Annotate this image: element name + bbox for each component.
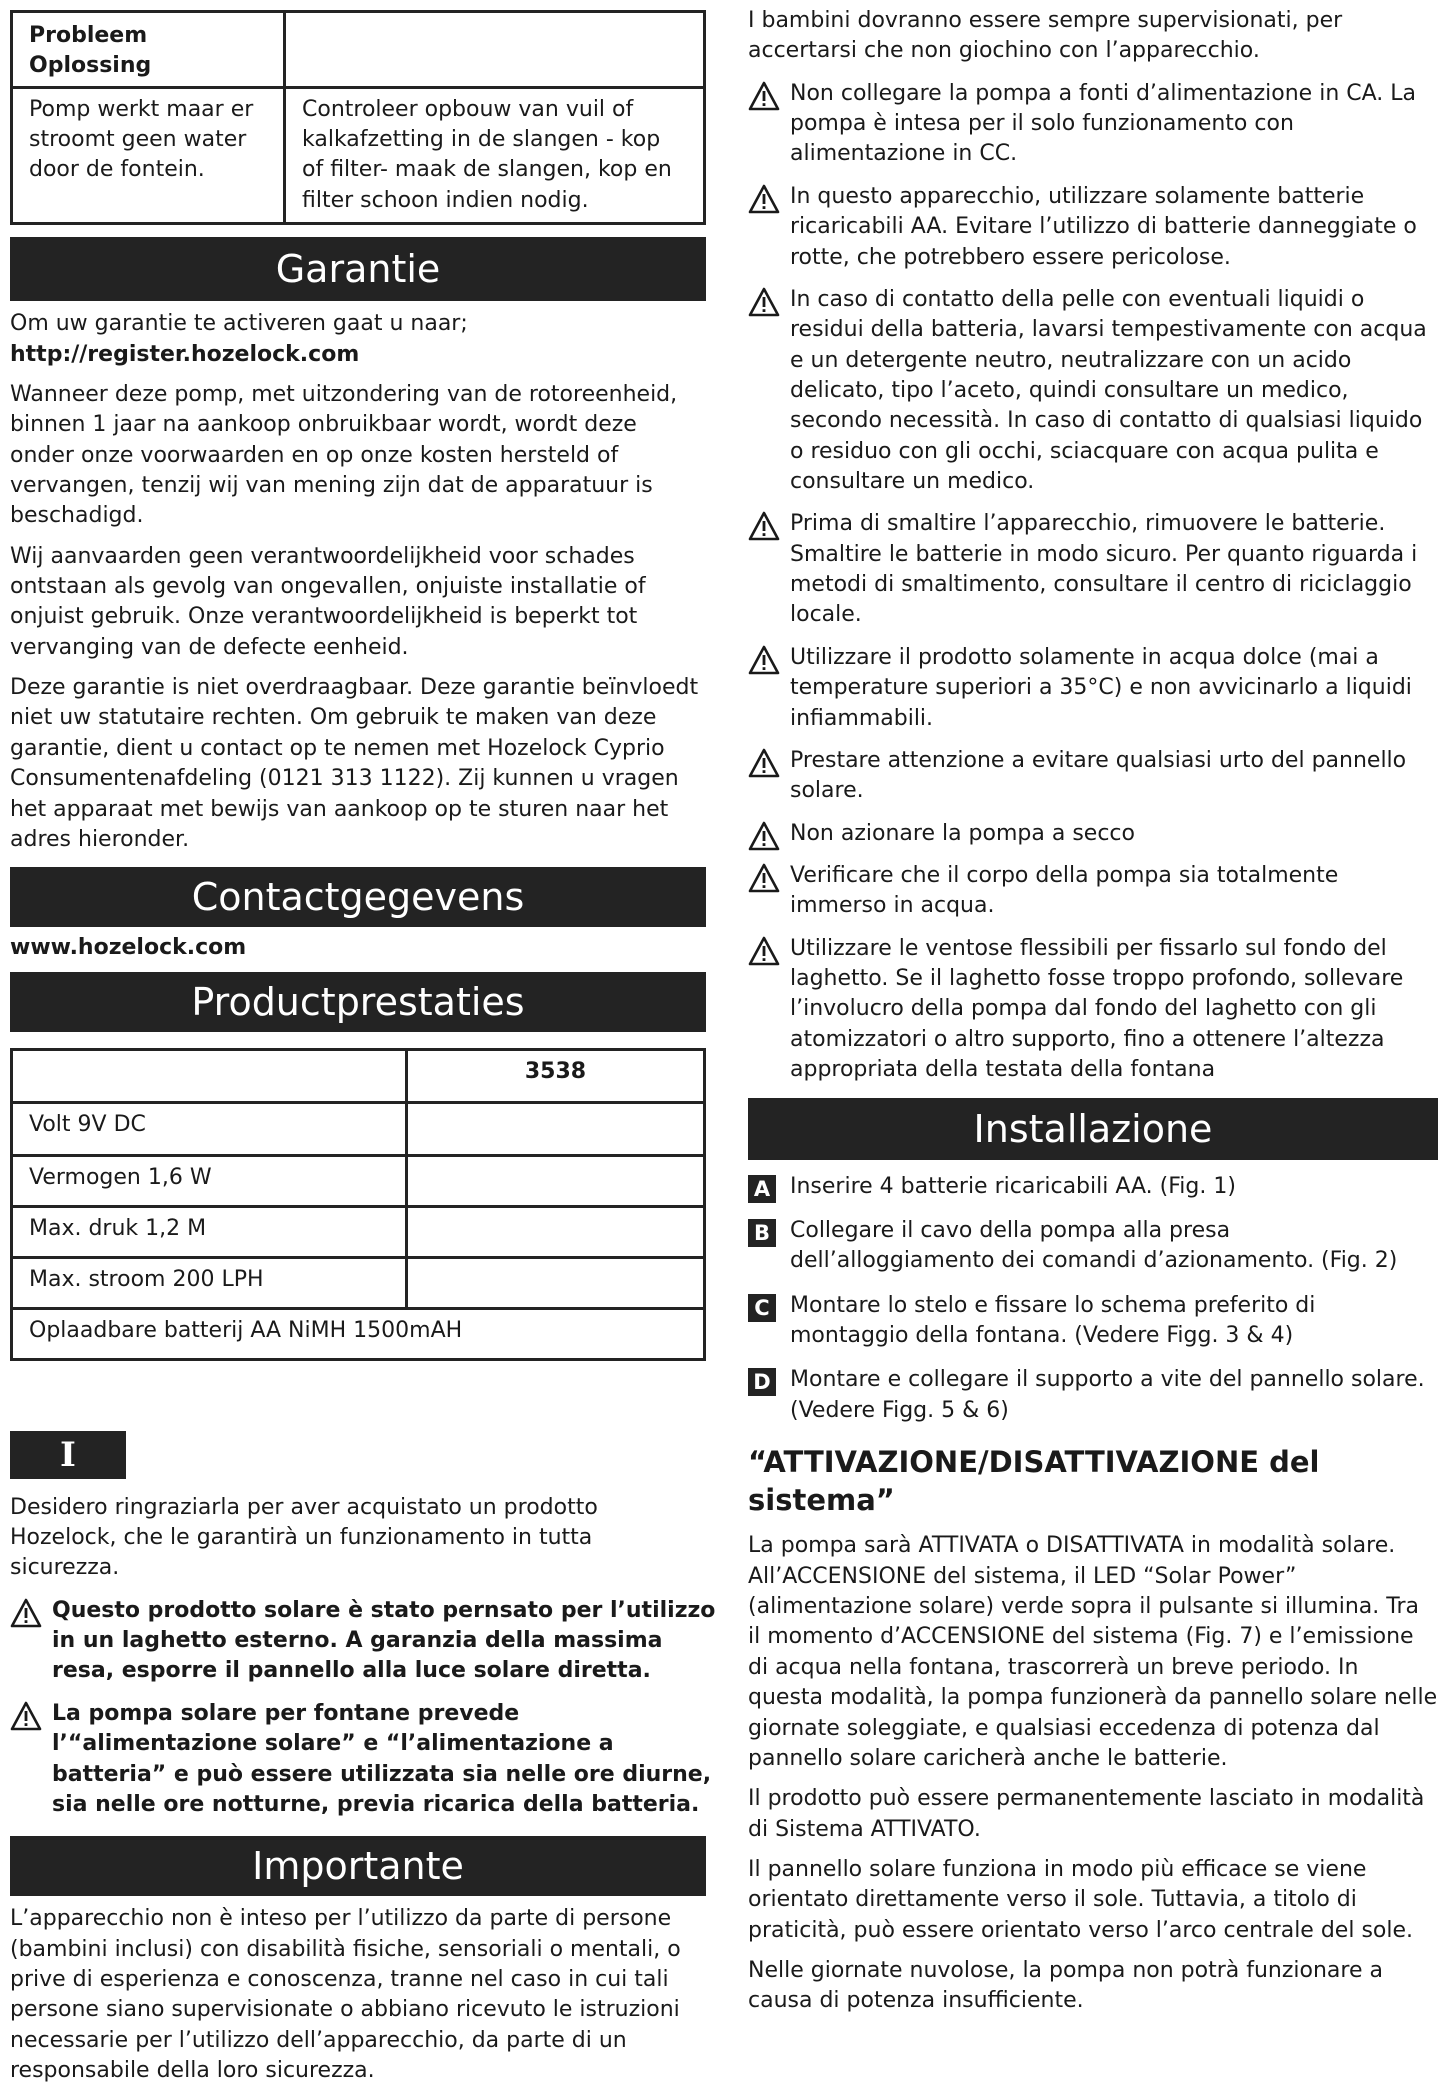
contact-website[interactable]: www.hozelock.com bbox=[10, 935, 247, 961]
install-step bbox=[748, 1365, 1438, 1426]
garantie-heading: Garantie bbox=[10, 237, 706, 301]
installazione-heading: Installazione bbox=[748, 1098, 1438, 1160]
warning-item bbox=[748, 819, 1438, 849]
warning-item bbox=[748, 746, 1438, 807]
step-text: Collegare il cavo della pompa alla presa dell’alloggiamento dei comandi d’azionamento. (Fig. 2) bbox=[790, 1217, 1398, 1274]
left-column bbox=[10, 0, 716, 2086]
warning-item bbox=[748, 285, 1438, 498]
warning-triangle-icon bbox=[748, 936, 780, 966]
warning-triangle-icon bbox=[748, 748, 780, 778]
warning-triangle-icon bbox=[748, 184, 780, 214]
warning-triangle-icon bbox=[748, 821, 780, 851]
table-row bbox=[12, 1206, 705, 1257]
step-text: Montare lo stelo e fissare lo schema preferito di montaggio della fontana. (Vedere Figg. 3 & 4) bbox=[790, 1292, 1316, 1348]
language-tag: I bbox=[10, 1431, 126, 1479]
system-heading: “ATTIVAZIONE/DISATTIVAZIONE del sistema” bbox=[748, 1445, 1320, 1517]
warning-item bbox=[748, 509, 1438, 630]
warning-text: Non collegare la pompa a fonti d’alimentazione in CA. La pompa è intesa per il solo funzionamento con alimentazione in CC. bbox=[790, 80, 1417, 167]
table-row bbox=[12, 87, 705, 223]
specs-table bbox=[10, 1048, 706, 1361]
spec-row-label: Oplaadbare batterij AA NiMH 1500mAH bbox=[12, 1308, 705, 1359]
step-letter: A bbox=[748, 1175, 776, 1203]
italian-intro: Desidero ringraziarla per aver acquistato un prodotto Hozelock, che le garantirà un funzionamento in tutta sicurezza. bbox=[10, 1494, 598, 1581]
warning-item bbox=[748, 861, 1438, 922]
warning-text: In questo apparecchio, utilizzare solamente batterie ricaricabili AA. Evitare l’utilizzo di batterie danneggiate o rotte, che potrebbero essere pericolose. bbox=[790, 183, 1417, 270]
system-paragraph: La pompa sarà ATTIVATA o DISATTIVATA in modalità solare. All’ACCENSIONE del sistema, il LED “Solar Power” (alimentazione solare) verde sopra il pulsante si illumina. Tra il momento d’ACCENSIONE del sistema (Fig. 7) e l’emissione di acqua nella fontana, trascorrerà un breve periodo. In questa modalità, la pompa funzionerà da pannello solare nelle giornate soleggiate, e qualsiasi eccedenza di potenza dal pannello solare caricherà anche le batterie. bbox=[748, 1533, 1438, 1771]
garantie-link[interactable]: http://register.hozelock.com bbox=[10, 341, 360, 367]
warning-triangle-icon bbox=[748, 511, 780, 541]
system-paragraph: Il pannello solare funziona in modo più efficace se viene orientato direttamente verso il sole. Tuttavia, a titolo di praticità, può essere orientato verso l’arco centrale del sole. bbox=[748, 1856, 1414, 1943]
garantie-paragraph: Wij aanvaarden geen verantwoordelijkheid voor schades ontstaan als gevolg van ongevallen, onjuiste installatie of onjuist gebruik. Onze verantwoordelijkheid is beperkt tot vervanging van de defecte eenheid. bbox=[10, 543, 646, 660]
warning-text: La pompa solare per fontane prevede l’“alimentazione solare” e “l’alimentazione a batteria” e può essere utilizzata sia nelle ore diurne, sia nelle ore notturne, previa ricarica della batteria. bbox=[52, 1700, 712, 1817]
troubleshoot-solution: Controleer opbouw van vuil of kalkafzetting in de slangen - kop of filter- maak de slangen, kop en filter schoon indien nodig. bbox=[285, 87, 705, 223]
warning-item bbox=[748, 934, 1438, 1086]
table-row bbox=[12, 1257, 705, 1308]
install-step bbox=[748, 1216, 1438, 1277]
step-letter: C bbox=[748, 1294, 776, 1322]
warning-item bbox=[748, 643, 1438, 734]
warning-text: Prima di smaltire l’apparecchio, rimuovere le batterie. Smaltire le batterie in modo sicuro. Per quanto riguarda i metodi di smaltimento, consultare il centro di riciclaggio locale. bbox=[790, 511, 1418, 628]
table-row bbox=[12, 1049, 705, 1102]
troubleshoot-table bbox=[10, 10, 706, 225]
importante-paragraph: L’apparecchio non è inteso per l’utilizzo da parte di persone (bambini inclusi) con disabilità fisiche, sensoriali o mentali, o prive di esperienza e conoscenza, tranne nel caso in cui tali persone siano supervisionate o abbiano ricevuto le istruzioni necessarie per l’utilizzo dell’apparecchio, da parte di un responsabile della loro sicurezza. bbox=[10, 1906, 681, 2084]
warning-text: Prestare attenzione a evitare qualsiasi urto del pannello solare. bbox=[790, 747, 1407, 804]
warning-triangle-icon bbox=[10, 1598, 42, 1628]
warning-text: In caso di contatto della pelle con eventuali liquidi o residui della batteria, lavarsi tempestivamente con acqua e un detergente neutro, neutralizzare con un acido delicato, tipo l’aceto, quindi consultare un medico, secondo necessità. In caso di contatto di qualsiasi liquido o residuo con gli occhi, sciacquare con acqua pulita e consultare un medico. bbox=[790, 286, 1427, 495]
spec-value-cell bbox=[407, 1102, 705, 1155]
troubleshoot-header: Probleem Oplossing bbox=[12, 12, 285, 88]
step-text: Montare e collegare il supporto a vite del pannello solare. (Vedere Figg. 5 & 6) bbox=[790, 1367, 1425, 1423]
step-letter: B bbox=[748, 1219, 776, 1247]
table-row bbox=[12, 12, 705, 88]
importante-heading: Importante bbox=[10, 1836, 706, 1896]
step-text: Inserire 4 batterie ricaricabili AA. (Fig. 1) bbox=[790, 1173, 1236, 1199]
warning-triangle-icon bbox=[10, 1701, 42, 1731]
spec-row-label: Max. stroom 200 LPH bbox=[12, 1257, 407, 1308]
table-row bbox=[12, 1155, 705, 1206]
garantie-paragraph: Wanneer deze pomp, met uitzondering van de rotoreenheid, binnen 1 jaar na aankoop onbruikbaar wordt, wordt deze onder onze voorwaarden en op onze kosten hersteld of vervangen, tenzij wij van mening zijn dat de apparatuur is beschadigd. bbox=[10, 381, 678, 529]
system-paragraph: Nelle giornate nuvolose, la pompa non potrà funzionare a causa di potenza insufficiente. bbox=[748, 1958, 1383, 2014]
warning-text: Questo prodotto solare è stato pernsato per l’utilizzo in un laghetto esterno. A garanzia della massima resa, esporre il pannello alla luce solare diretta. bbox=[52, 1597, 716, 1684]
spec-row-label: Volt 9V DC bbox=[12, 1102, 407, 1155]
garantie-paragraph: Deze garantie is niet overdraagbaar. Deze garantie beïnvloedt niet uw statutaire rechten. Om gebruik te maken van deze garantie, dient u contact op te nemen met Hozelock Cyprio Consumentenafdeling (0121 313 1122). Zij kunnen u vragen het apparaat met bewijs van aankoop op te sturen naar het adres hieronder. bbox=[10, 675, 699, 852]
troubleshoot-header-empty bbox=[285, 12, 705, 88]
install-step bbox=[748, 1172, 1438, 1202]
troubleshoot-problem: Pomp werkt maar er stroomt geen water door de fontein. bbox=[12, 87, 285, 223]
warning-item bbox=[10, 1699, 722, 1820]
warning-triangle-icon bbox=[748, 645, 780, 675]
warning-text: Utilizzare le ventose flessibili per fissarlo sul fondo del laghetto. Se il laghetto fosse troppo profondo, sollevare l’involucro della pompa dal fondo del laghetto con gli atomizzatori o altro supporto, fino a ottenere l’altezza appropriata della testata della fontana bbox=[790, 935, 1404, 1083]
warning-triangle-icon bbox=[748, 863, 780, 893]
warning-text: Verificare che il corpo della pompa sia totalmente immerso in acqua. bbox=[790, 862, 1339, 919]
warning-text: Utilizzare il prodotto solamente in acqua dolce (mai a temperature superiori a 35°C) e non avvicinarlo a liquidi infiammabili. bbox=[790, 644, 1412, 731]
specs-model: 3538 bbox=[407, 1049, 705, 1102]
garantie-intro: Om uw garantie te activeren gaat u naar; bbox=[10, 311, 468, 337]
spec-value-cell bbox=[407, 1257, 705, 1308]
warning-item bbox=[748, 79, 1438, 170]
install-step bbox=[748, 1291, 1438, 1352]
spec-value-cell bbox=[407, 1206, 705, 1257]
table-row bbox=[12, 1102, 705, 1155]
contact-heading: Contactgegevens bbox=[10, 867, 706, 927]
spec-value-cell bbox=[407, 1155, 705, 1206]
warning-item bbox=[10, 1596, 722, 1687]
spec-row-label: Max. druk 1,2 M bbox=[12, 1206, 407, 1257]
spec-row-label: Vermogen 1,6 W bbox=[12, 1155, 407, 1206]
warning-item bbox=[748, 182, 1438, 273]
system-paragraph: Il prodotto può essere permanentemente lasciato in modalità di Sistema ATTIVATO. bbox=[748, 1786, 1425, 1842]
right-intro: I bambini dovranno essere sempre supervisionati, per accertarsi che non giochino con l’apparecchio. bbox=[748, 8, 1343, 64]
right-column bbox=[748, 0, 1438, 2017]
warning-text: Non azionare la pompa a secco bbox=[790, 820, 1135, 846]
warning-triangle-icon bbox=[748, 287, 780, 317]
table-row bbox=[12, 1308, 705, 1359]
specs-corner-cell bbox=[12, 1049, 407, 1102]
warning-triangle-icon bbox=[748, 81, 780, 111]
step-letter: D bbox=[748, 1368, 776, 1396]
warning-list bbox=[748, 79, 1438, 1086]
specs-heading: Productprestaties bbox=[10, 972, 706, 1032]
